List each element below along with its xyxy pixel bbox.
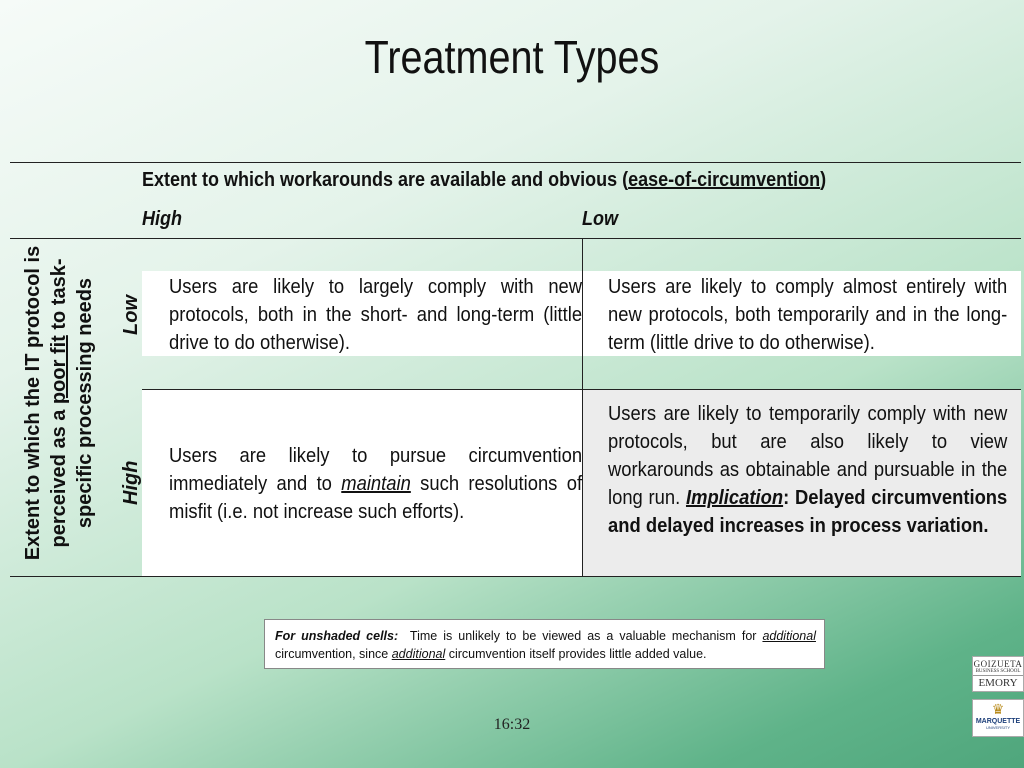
footnote-box: For unshaded cells: Time is unlikely to be viewed as a valuable mechanism for additional circumvention, since additional circumvention itself provides little added value.	[264, 619, 825, 669]
table-top-rule	[10, 162, 1021, 163]
row-high-label: High	[120, 460, 142, 505]
page-number: 16:32	[493, 716, 531, 733]
marquette-crest-icon: ♛	[991, 701, 1005, 717]
table-bottom-rule	[10, 576, 1021, 577]
slide-title: Treatment Types	[364, 31, 660, 83]
cell-high-high-text: Users are likely to pursue circumvention immediately and to maintain such resolutions of misfit (i.e. not increase such efforts).	[169, 445, 583, 523]
cell-high-low-text: Users are likely to temporarily comply with new protocols, but are also likely to view workarounds as obtainable and pursuable in the long run. Implication: Delayed circumventions and delayed increases in process variation.	[608, 403, 1008, 537]
header-bottom-rule	[10, 238, 1021, 239]
cell-low-low-text: Users are likely to comply almost entirely with new protocols, both temporarily and in the long-term (little drive to do otherwise).	[608, 276, 1008, 354]
column-high-label: High	[142, 208, 182, 230]
column-low-label: Low	[582, 208, 618, 230]
column-divider-rule	[582, 238, 583, 576]
marquette-logo: ♛ MARQUETTE UNIVERSITY	[972, 699, 1024, 737]
goizueta-emory-logo: GOIZUETA BUSINESS SCHOOL EMORY	[972, 656, 1024, 692]
row-low-label: Low	[120, 295, 142, 335]
row-axis-header: Extent to which the IT protocol is perceived as a poor fit to task- specific processing needs	[22, 245, 96, 561]
column-axis-header: Extent to which workarounds are available and obvious (ease-of-circumvention)	[142, 169, 827, 191]
cell-low-high-text: Users are likely to largely comply with new protocols, both in the short- and long-term (little drive to do otherwise).	[169, 276, 583, 354]
